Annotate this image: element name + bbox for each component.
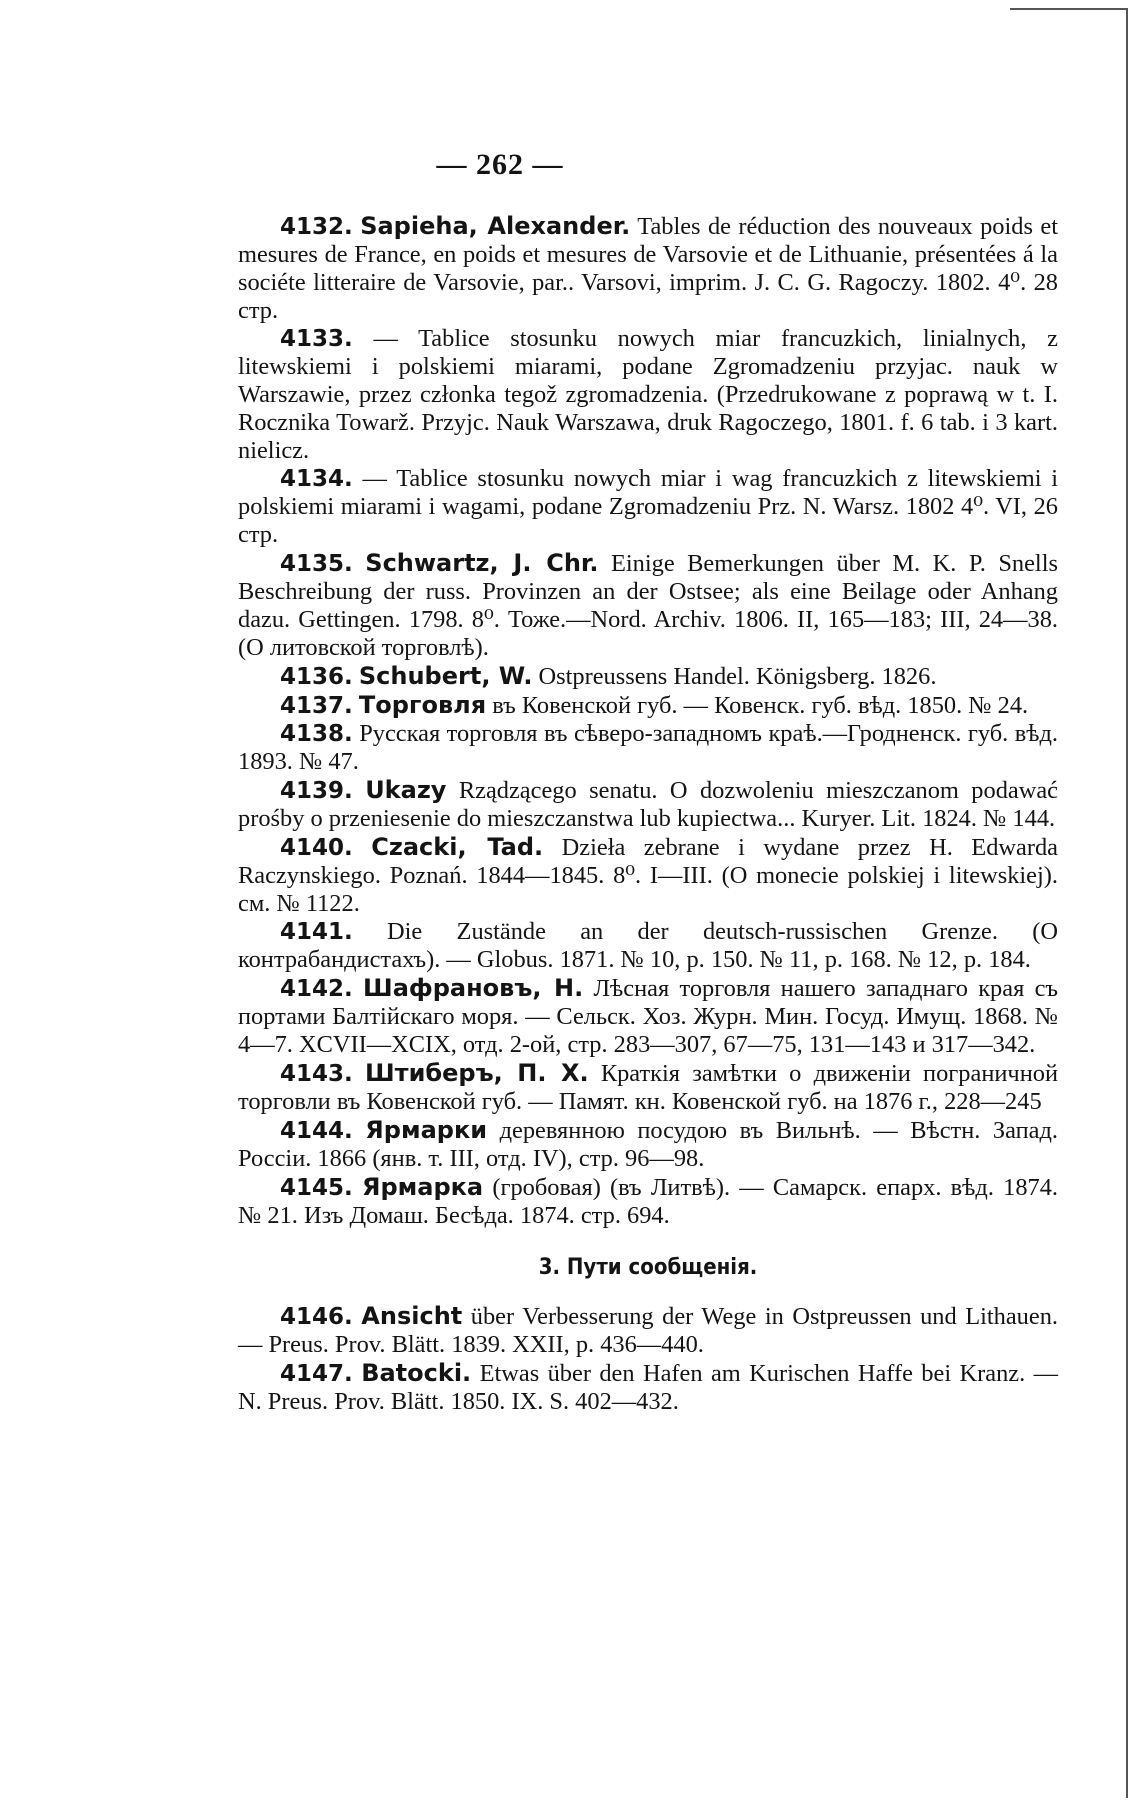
entry-number: 4143. <box>280 1061 353 1087</box>
entry <box>238 549 1058 662</box>
entry-text: Лѣсная торговля нашего западнаго края съ портами Балтійскаго моря. — Сельск. Хоз. Журн. Мин. Госуд. Имущ. 1868. № 4—7. XCVII—XCIX, отд. 2-ой, стр. 283—307, 67—75, 131—143 и 317—342. <box>238 975 1059 1058</box>
entry <box>238 465 1058 549</box>
entry-author: Ukazy <box>365 776 447 804</box>
bibliography-body <box>238 212 1058 1416</box>
entry-number: 4135. <box>280 551 353 577</box>
entry <box>238 1116 1058 1173</box>
entry-text: Etwas über den Hafen am Kurischen Haffe bei Kranz. — N. Preus. Prov. Blätt. 1850. IX. S. 402—432. <box>238 1360 1058 1415</box>
entries-before <box>238 212 1058 1230</box>
entry-author: Czacki, Tad. <box>371 833 544 861</box>
entry-author: Ярмарки <box>365 1116 488 1144</box>
entries-after <box>238 1302 1058 1416</box>
entry-author: Ansicht <box>361 1302 463 1330</box>
entry-number: 4139. <box>280 778 353 804</box>
entry-text: Dzieła zebrane i wydane przez H. Edwarda Raczynskiego. Poznań. 1844—1845. 8⁰. I—III. (O monecie polskiej i litewskiej). см. № 1122. <box>238 834 1058 917</box>
page-number: — 262 — <box>436 148 564 181</box>
section-heading: 3. Пути сообщенія. <box>538 1255 758 1280</box>
entry-text: Ostpreussens Handel. Königsberg. 1826. <box>532 663 937 690</box>
entry-text: Краткія замѣтки о движеніи пограничной торговли въ Ковенской губ. — Памят. кн. Ковенской губ. на 1876 г., 228—245 <box>238 1060 1058 1115</box>
entry-number: 4142. <box>280 976 353 1002</box>
entry-author: Schwartz, J. Chr. <box>365 549 599 577</box>
entry <box>238 833 1058 918</box>
entry <box>238 662 1058 691</box>
entry-number: 4138. <box>280 721 353 747</box>
entry-number: 4137. <box>280 693 353 719</box>
entry-text: — Tablice stosunku nowych miar francuzkich, linialnych, z litewskiemi i polskiemi miarami, podane Zgromadzeniu przyjac. nauk w Warszawie, przez członka tegož zgromadzenia. (Przedrukowane z poprawą w t. I. Rocznika Towarž. Przyjc. Nauk Warszawa, druk Ragoczego, 1801. f. 6 tab. i 3 kart. nielicz. <box>238 325 1058 464</box>
entry-number: 4140. <box>280 835 353 861</box>
entry <box>238 918 1058 974</box>
entry-text: деревянною посудою въ Вильнѣ. — Вѣстн. Запад. Россіи. 1866 (янв. т. III, отд. IV), стр. 96—98. <box>238 1117 1058 1172</box>
entry-text: Tables de réduction des nouveaux poids et mesures de France, en poids et mesures de Varsovie et de Lithuanie, présentées á la sociéte litteraire de Varsovie, par.. Varsovi, imprim. J. C. G. Ragoczy. 1802. 4⁰. 28 стр. <box>238 213 1058 324</box>
entry-author: Batocki. <box>361 1359 472 1387</box>
page-edge-top <box>1010 8 1128 10</box>
entry <box>238 720 1058 776</box>
entry <box>238 1059 1058 1116</box>
entry-number: 4136. <box>280 664 353 690</box>
entry-number: 4133. <box>280 326 353 352</box>
entry-number: 4146. <box>280 1304 353 1330</box>
entry-number: 4147. <box>280 1361 353 1387</box>
entry-text: въ Ковенской губ. — Ковенск. губ. вѣд. 1850. № 24. <box>486 692 1029 719</box>
entry <box>238 1173 1058 1230</box>
entry <box>238 691 1058 720</box>
entry <box>238 1302 1058 1359</box>
entry-author: Sapieha, Alexander. <box>360 212 631 240</box>
entry-number: 4145. <box>280 1175 353 1201</box>
entry-text: Die Zustände an der deutsch-russischen Grenze. (О контрабандистахъ). — Globus. 1871. № 10, p. 150. № 11, p. 168. № 12, p. 184. <box>238 918 1058 973</box>
entry-text: (гробовая) (въ Литвѣ). — Самарск. епарх. вѣд. 1874. № 21. Изъ Домаш. Бесѣда. 1874. стр. 694. <box>238 1174 1058 1229</box>
entry-text: Rządzącego senatu. O dozwoleniu mieszczanom podawać prośby o przeniesenie do mieszczanstwa lub kupiectwa... Kuryer. Lit. 1824. № 144. <box>238 777 1058 832</box>
entry-author: Штиберъ, П. Х. <box>365 1059 589 1087</box>
entry-text: — Tablice stosunku nowych miar i wag francuzkich z litewskiemi i polskiemi miarami i wagami, podane Zgromadzeniu Prz. N. Warsz. 1802 4⁰. VI, 26 стр. <box>238 465 1058 548</box>
entry-text: Einige Bemerkungen über M. K. P. Snells Beschreibung der russ. Provinzen an der Ostsee; als eine Beilage oder Anhang dazu. Gettingen. 1798. 8⁰. Тоже.—Nord. Archiv. 1806. II, 165—183; III, 24—38. (О литовской торговлѣ). <box>238 550 1058 661</box>
entry <box>238 776 1058 833</box>
entry-number: 4144. <box>280 1118 353 1144</box>
entry-text: über Verbesserung der Wege in Ostpreussen und Lithauen. — Preus. Prov. Blätt. 1839. XXII, p. 436—440. <box>238 1303 1058 1358</box>
entry-author: Торговля <box>358 691 487 719</box>
entry-author: Ярмарка <box>361 1173 484 1201</box>
entry-text: Русская торговля въ сѣверо-западномъ краѣ.—Гродненск. губ. вѣд. 1893. № 47. <box>238 720 1058 775</box>
entry-author: Шафрановъ, Н. <box>363 974 584 1002</box>
entry-number: 4134. <box>280 466 353 492</box>
entry <box>238 325 1058 465</box>
entry <box>238 1359 1058 1416</box>
entry-number: 4132. <box>280 214 353 240</box>
page-edge-right <box>1126 8 1128 1798</box>
entry-author: Schubert, W. <box>358 662 533 690</box>
entry-number: 4141. <box>280 919 353 945</box>
entry <box>238 212 1058 325</box>
entry <box>238 974 1058 1059</box>
